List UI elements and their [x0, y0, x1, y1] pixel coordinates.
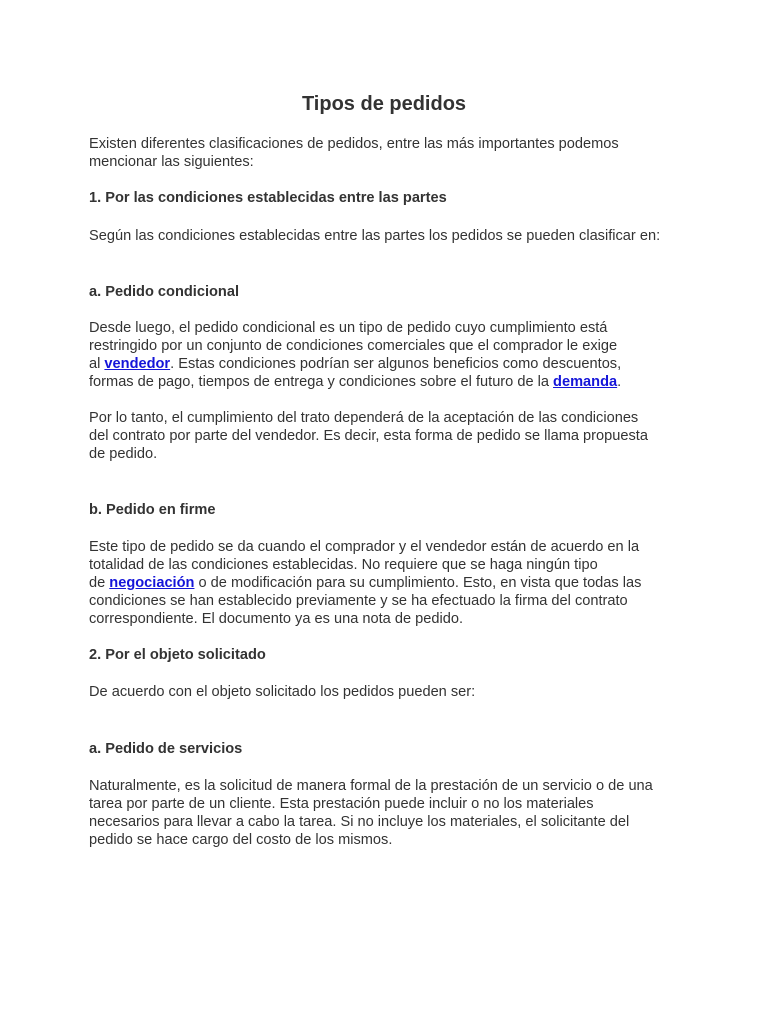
sub-b-paragraph-1: [89, 538, 689, 628]
section-2-heading: 2. Por el objeto solicitado: [89, 647, 266, 663]
sub-b-p1-line-3: [89, 574, 689, 592]
sub-a-p1-line-1: Desde luego, el pedido condicional es un tipo de pedido cuyo cumplimiento está: [89, 320, 608, 336]
sub-a2-p1-line-4: pedido se hace cargo del costo de los mismos.: [89, 832, 393, 848]
sub-a2-paragraph-1: [89, 777, 689, 849]
sub-a-p2-line-1: Por lo tanto, el cumplimiento del trato dependerá de la aceptación de las condiciones: [89, 410, 639, 426]
sub-a-p2-line-3: de pedido.: [89, 446, 158, 462]
sub-b-p1-line-3-pre: de: [89, 575, 110, 591]
section-1-heading: 1. Por las condiciones establecidas entre las partes: [89, 190, 447, 206]
demanda-link[interactable]: demanda: [553, 374, 618, 390]
sub-a-paragraph-2: [89, 409, 689, 463]
section-1-intro: [89, 227, 689, 245]
intro-paragraph: [89, 135, 689, 171]
sub-a-p1-line-4-post: .: [617, 374, 622, 390]
vendedor-link[interactable]: vendedor: [104, 356, 171, 372]
sub-b-p1-line-1: Este tipo de pedido se da cuando el comprador y el vendedor están de acuerdo en la: [89, 539, 640, 555]
sub-b-p1-line-3-post: o de modificación para su cumplimiento. Esto, en vista que todas las: [194, 575, 642, 591]
sub-a2-heading: a. Pedido de servicios: [89, 741, 243, 757]
sub-a2-p1-line-1: Naturalmente, es la solicitud de manera formal de la prestación de un servicio o de una: [89, 778, 653, 794]
sub-a-p1-line-2: restringido por un conjunto de condiciones comerciales que el comprador le exige: [89, 338, 618, 354]
sub-a2-p1-line-2: tarea por parte de un cliente. Esta prestación puede incluir o no los materiales: [89, 796, 594, 812]
section-2-intro-line: De acuerdo con el objeto solicitado los pedidos pueden ser:: [89, 684, 476, 700]
sub-a-p2-line-2: del contrato por parte del vendedor. Es decir, esta forma de pedido se llama propuesta: [89, 428, 648, 444]
sub-a-p1-line-4: [89, 373, 689, 391]
section-1-intro-line: Según las condiciones establecidas entre las partes los pedidos se pueden clasificar en:: [89, 228, 661, 244]
intro-line-2: mencionar las siguientes:: [89, 154, 254, 170]
sub-a-p1-line-3-post: . Estas condiciones podrían ser algunos beneficios como descuentos,: [170, 356, 622, 372]
sub-b-heading: b. Pedido en firme: [89, 502, 216, 518]
sub-a-heading: a. Pedido condicional: [89, 284, 240, 300]
sub-a2-p1-line-3: necesarios para llevar a cabo la tarea. Si no incluye los materiales, el solicitante del: [89, 814, 630, 830]
sub-a-p1-line-3: [89, 355, 689, 373]
section-2-intro: [89, 683, 689, 701]
sub-a-p1-line-3-pre: al: [89, 356, 105, 372]
sub-a-p1-line-4-pre: formas de pago, tiempos de entrega y condiciones sobre el futuro de la: [89, 374, 554, 390]
negociacion-link[interactable]: negociación: [109, 575, 195, 591]
sub-b-p1-line-5: correspondiente. El documento ya es una nota de pedido.: [89, 611, 464, 627]
page-title: Tipos de pedidos: [301, 93, 467, 115]
sub-b-p1-line-4: condiciones se han establecido previamente y se ha efectuado la firma del contrato: [89, 593, 628, 609]
sub-b-p1-line-2: totalidad de las condiciones establecidas. No requiere que se haga ningún tipo: [89, 557, 598, 573]
intro-line-1: Existen diferentes clasificaciones de pedidos, entre las más importantes podemos: [89, 136, 619, 152]
sub-a-paragraph-1: [89, 319, 689, 391]
